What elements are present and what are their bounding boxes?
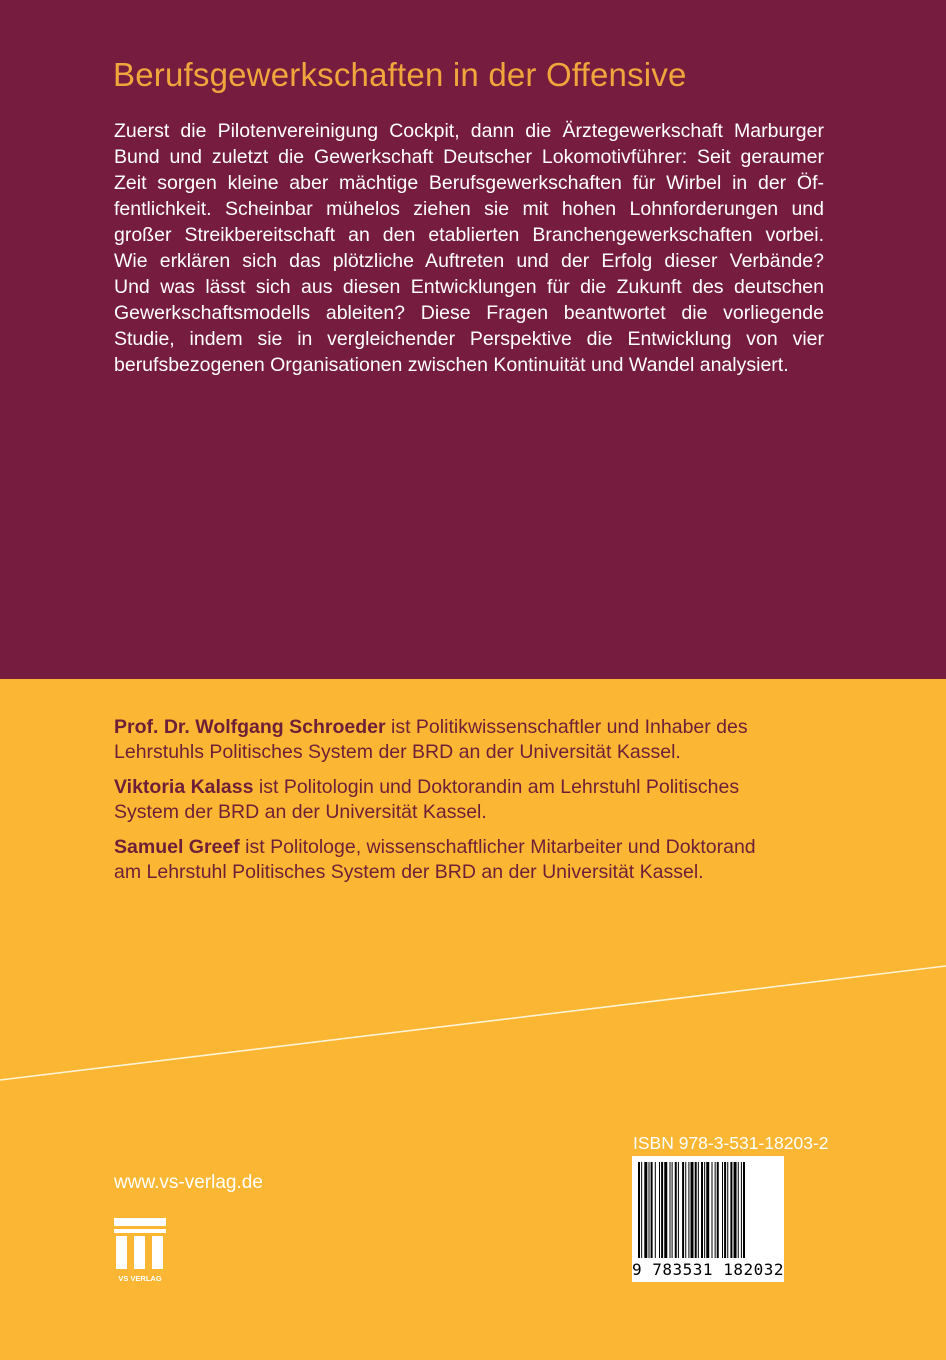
barcode-bar [670,1162,671,1258]
barcode-bar [727,1162,728,1258]
author-bio-text: ist Politikwissenschaftler und Inhaber des [385,716,748,738]
logo-text: VS VERLAG [118,1274,162,1283]
barcode-bars [638,1162,778,1258]
barcode-bar [741,1162,742,1258]
barcode-bar [698,1162,699,1258]
blurb-line: Studie, indem sie in vergleichender Perspektive die Entwicklung von vier [114,328,824,350]
blurb-line: berufsbezogenen Organisationen zwischen Kontinuität und Wandel analysiert. [114,354,789,376]
barcode-bar [695,1162,697,1258]
author-bio-text: ist Politologe, wissenschaftlicher Mitarbeiter und Doktorand [239,836,756,858]
barcode-bar [701,1162,703,1258]
barcode-bar [672,1162,673,1258]
barcode-bar [655,1162,656,1258]
barcode-bar [717,1162,719,1258]
blurb-line: fentlichkeit. Scheinbar mühelos ziehen sie mit hohen Lohnforderungen und [114,198,824,220]
author-name: Samuel Greef [114,836,240,858]
barcode-bar [649,1162,650,1258]
barcode-bar [691,1162,694,1258]
blurb-line: Zuerst die Pilotenvereinigung Cockpit, dann die Ärztegewerkschaft Marburger [114,120,824,142]
barcode-bar [722,1162,723,1258]
barcode-bar [659,1162,660,1258]
isbn-label: ISBN 978-3-531-18203-2 [633,1133,829,1153]
blurb-line: Zeit sorgen kleine aber mächtige Berufsgewerkschaften für Wirbel in der Öf- [114,172,824,194]
barcode-bar [743,1162,745,1258]
author-name: Prof. Dr. Wolfgang Schroeder [114,716,386,738]
barcode-bar [664,1162,667,1258]
barcode-bar [685,1162,686,1258]
author-bio-text: am Lehrstuhl Politisches System der BRD an der Universität Kassel. [114,860,704,883]
barcode-bar [678,1162,679,1258]
barcode [632,1156,784,1282]
author-bio-text: Lehrstuhls Politisches System der BRD an der Universität Kassel. [114,740,681,763]
barcode-bar [715,1162,716,1258]
barcode-bar [682,1162,684,1258]
book-title: Berufsgewerkschaften in der Offensive [113,56,687,93]
barcode-bar [641,1162,642,1258]
barcode-bar [688,1162,689,1258]
barcode-bar [738,1162,739,1258]
blurb-line: Bund und zuletzt die Gewerkschaft Deutscher Lokomotivführer: Seit geraumer [114,146,824,168]
publisher-logo-icon [114,1218,166,1284]
barcode-bar [704,1162,705,1258]
barcode-bar [730,1162,732,1258]
barcode-bar [724,1162,726,1258]
blurb-line: Wie erklären sich das plötzliche Auftreten und der Erfolg dieser Verbände? [114,250,824,272]
publisher-website[interactable]: www.vs-verlag.de [114,1172,263,1193]
blurb-line: großer Streikbereitschaft an den etablierten Branchengewerkschaften vorbei. [114,224,824,246]
barcode-bar [712,1162,713,1258]
author-bio-text: ist Politologin und Doktorandin am Lehrstuhl Politisches [253,776,740,798]
barcode-bar [661,1162,663,1258]
blurb-line: Und was lässt sich aus diesen Entwicklungen für die Zukunft des deutschen [114,276,824,298]
blurb-line: Gewerkschaftsmodells ableiten? Diese Fragen beantwortet die vorliegende [114,302,824,324]
barcode-bar [638,1162,640,1258]
barcode-bar [706,1162,709,1258]
author-bio-text: System der BRD an der Universität Kassel. [114,800,487,823]
barcode-bar [675,1162,677,1258]
barcode-digits: 9 783531 182032 [632,1260,784,1279]
barcode-bar [644,1162,647,1258]
author-name: Viktoria Kalass [114,776,254,798]
barcode-bar [651,1162,653,1258]
barcode-bar [734,1162,737,1258]
vs-verlag-logo [114,1218,166,1289]
